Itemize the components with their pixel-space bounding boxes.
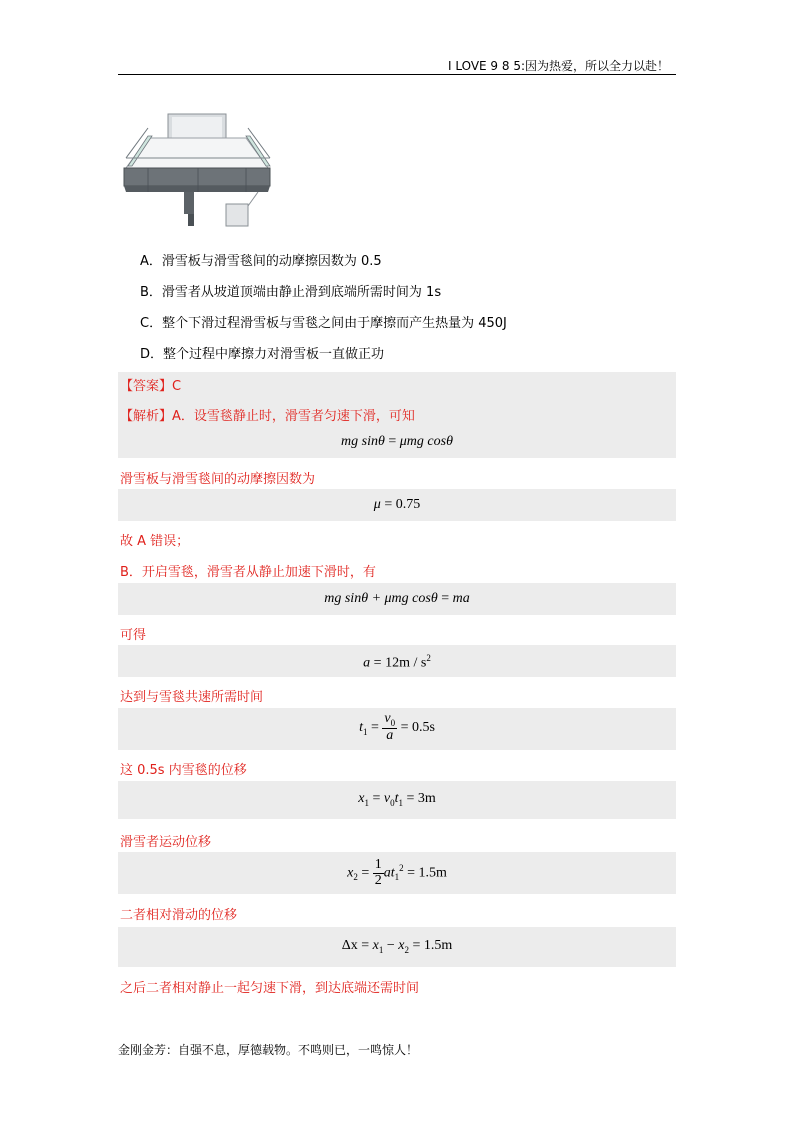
equation-4: $a = 12m / s^2$ bbox=[363, 653, 431, 671]
time-line: 达到与雪毯共速所需时间 bbox=[120, 690, 264, 705]
option-c: C．整个下滑过程滑雪板与雪毯之间由于摩擦而产生热量为 450J bbox=[140, 316, 507, 331]
equation-7: $x_2$ = $\frac{1}{2}$ $at_1^2 = 1.5m$ bbox=[347, 857, 447, 888]
header-divider bbox=[118, 74, 676, 75]
disp-belt-line: 这 0.5s 内雪毯的位移 bbox=[120, 763, 247, 778]
equation-8: $\Delta x = x_1 - x_2 = 1.5m$ bbox=[341, 938, 453, 955]
rel-disp-line: 二者相对滑动的位移 bbox=[120, 908, 238, 923]
get-line: 可得 bbox=[120, 628, 147, 643]
equation-1: mg sinθ = μmg cosθ bbox=[341, 434, 453, 449]
equation-3: mg sinθ + μmg cosθ = ma bbox=[324, 591, 470, 606]
answer-text: 【答案】C bbox=[120, 379, 182, 394]
option-b: B．滑雪者从坡道顶端由静止滑到底端所需时间为 1s bbox=[140, 285, 442, 300]
option-d: D．整个过程中摩擦力对滑雪板一直做正功 bbox=[140, 347, 385, 362]
mu-line: 滑雪板与滑雪毯间的动摩擦因数为 bbox=[120, 472, 316, 487]
after-line: 之后二者相对静止一起匀速下滑，到达底端还需时间 bbox=[120, 981, 420, 996]
equation-5: $t_1$ = $\frac{v_0}{a}$ = 0.5s bbox=[359, 711, 435, 744]
equation-2: μ = 0.75 bbox=[373, 497, 421, 512]
analysis-b-intro: B．开启雪毯，滑雪者从静止加速下滑时，有 bbox=[120, 565, 376, 580]
equation-6: $x_1 = v_0t_1 = 3m$ bbox=[358, 791, 436, 808]
a-conclusion: 故 A 错误； bbox=[120, 534, 190, 549]
footer-motto: 金刚金芳：自强不息，厚德载物。不鸣则已，一鸣惊人！ bbox=[118, 1043, 419, 1057]
ski-treadmill-figure bbox=[118, 108, 278, 233]
disp-skier-line: 滑雪者运动位移 bbox=[120, 835, 212, 850]
option-a: A．滑雪板与滑雪毯间的动摩擦因数为 0.5 bbox=[140, 254, 382, 269]
header-slogan: I LOVE 9 8 5:因为热爱，所以全力以赴！ bbox=[447, 59, 669, 73]
analysis-a-intro: 【解析】A．设雪毯静止时，滑雪者匀速下滑，可知 bbox=[120, 409, 415, 424]
